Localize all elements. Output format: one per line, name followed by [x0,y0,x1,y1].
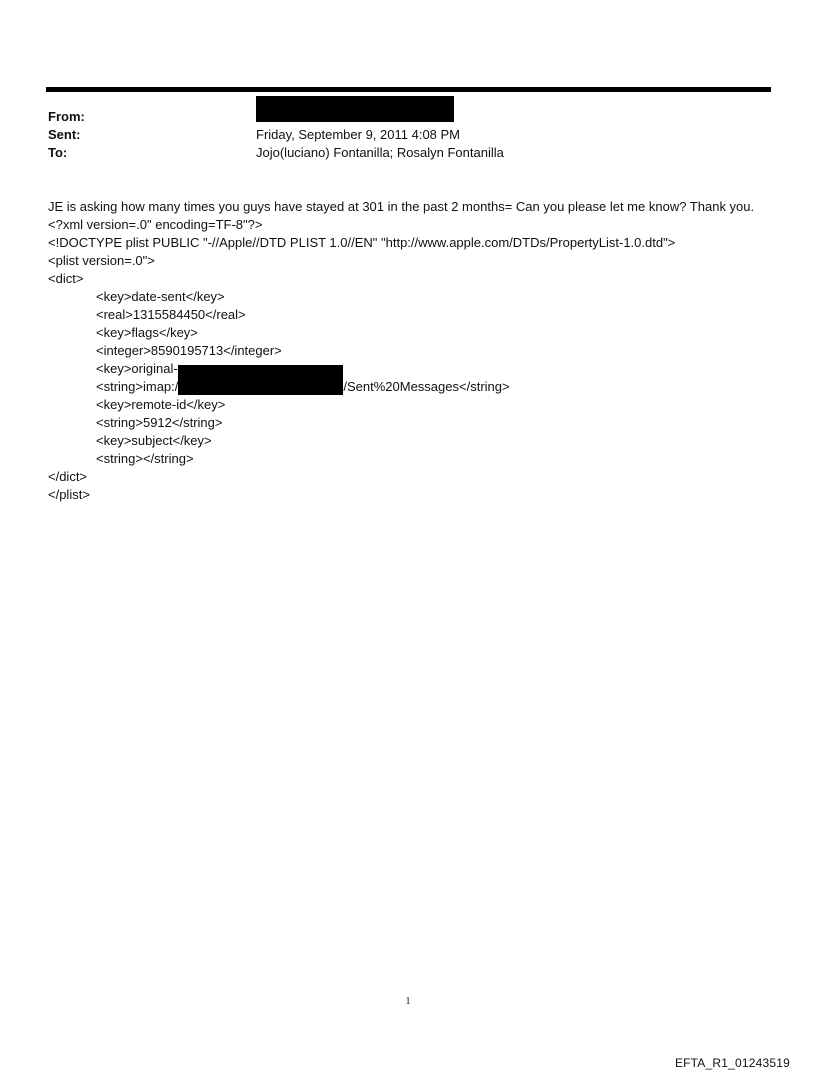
xml-declaration: <?xml version=.0" encoding=TF-8"?> [48,217,263,232]
key-date-sent: <key>date-sent</key> [96,289,225,304]
real-value: <real>1315584450</real> [96,307,246,322]
from-redaction [256,96,454,122]
email-header [48,108,768,162]
to-value: Jojo(luciano) Fontanilla; Rosalyn Fontanilla [256,145,504,160]
from-value [256,108,768,126]
key-flags: <key>flags</key> [96,325,198,340]
dict-open: <dict> [48,271,84,286]
to-row [48,144,768,162]
string-imap-prefix: <string>imap:/ [96,379,179,394]
sent-label: Sent: [48,127,81,142]
key-remote-id: <key>remote-id</key> [96,397,226,412]
string-imap-line [48,378,788,396]
header-rule [46,87,771,92]
string-empty: <string></string> [96,451,194,466]
bates-number: EFTA_R1_01243519 [674,1056,790,1070]
plist-close: </plist> [48,487,90,502]
page-number: 1 [405,996,411,1007]
dict-close: </dict> [48,469,88,484]
doctype-line: <!DOCTYPE plist PUBLIC "-//Apple//DTD PLIST 1.0//EN" "http://www.apple.com/DTDs/PropertyList-1.0.dtd"> [48,235,676,250]
from-label: From: [48,109,85,124]
string-remote-id: <string>5912</string> [96,415,223,430]
integer-value: <integer>8590195713</integer> [96,343,282,358]
imap-redaction [178,365,343,395]
sent-value: Friday, September 9, 2011 4:08 PM [256,127,461,142]
message-text: JE is asking how many times you guys have stayed at 301 in the past 2 months= Can you please let me know? Thank you. [48,199,755,214]
email-body [48,198,788,504]
plist-open: <plist version=.0"> [48,253,155,268]
key-original-mailbox: <key>original- [96,361,178,376]
string-imap-suffix: /Sent%20Messages</string> [343,379,510,394]
sent-row [48,126,768,144]
to-label: To: [48,145,68,160]
from-row [48,108,768,126]
key-subject: <key>subject</key> [96,433,212,448]
